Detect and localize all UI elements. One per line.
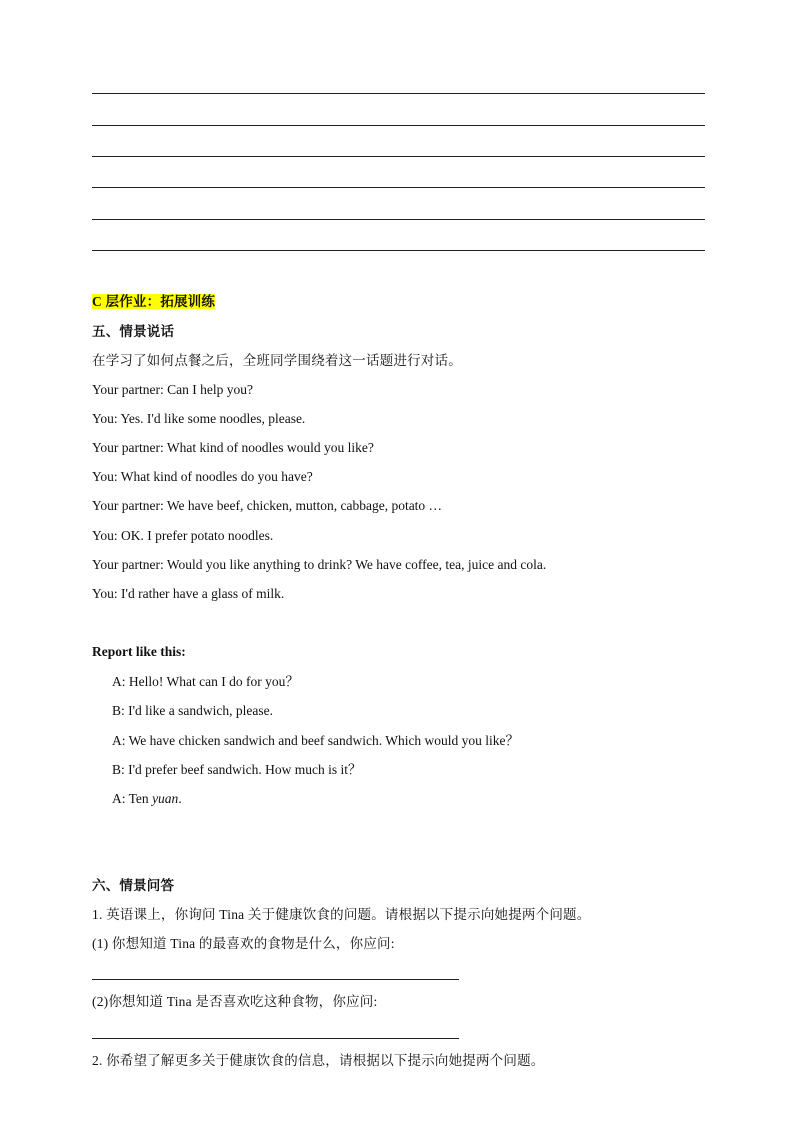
dialogue-line: You: What kind of noodles do you have? [92, 469, 313, 484]
report-line: B: I'd like a sandwich, please. [112, 703, 274, 718]
dialogue-line: Your partner: What kind of noodles would you like? [92, 440, 374, 455]
question-1: 1. 英语课上，你询问 Tina 关于健康饮食的问题。请根据以下提示向她提两个问题。 [92, 907, 591, 922]
dialogue-line: Your partner: Can I help you? [92, 382, 253, 397]
dialogue-line: Your partner: We have beef, chicken, mutton, cabbage, potato … [92, 498, 443, 513]
dialogue-line: You: Yes. I'd like some noodles, please. [92, 411, 306, 426]
section-c-heading-text: C 层作业：拓展训练 [92, 294, 216, 309]
report-line-last [112, 790, 182, 808]
answer-line-5[interactable] [92, 219, 705, 220]
section5-intro: 在学习了如何点餐之后，全班同学围绕着这一话题进行对话。 [92, 353, 462, 368]
report-last-prefix: A: Ten [112, 791, 153, 806]
report-label: Report like this: [92, 644, 186, 659]
section6-heading: 六、情景问答 [92, 878, 175, 893]
answer-line-2[interactable] [92, 125, 705, 126]
section-c-heading [92, 293, 215, 311]
answer-line-1[interactable] [92, 93, 705, 94]
dialogue-line: You: I'd rather have a glass of milk. [92, 586, 285, 601]
answer-line-4[interactable] [92, 187, 705, 188]
report-line: A: Hello! What can I do for you？ [112, 674, 299, 689]
answer-line-3[interactable] [92, 156, 705, 157]
question-1-1: (1) 你想知道 Tina 的最喜欢的食物是什么，你应问: [92, 936, 395, 951]
report-last-italic: yuan [152, 791, 179, 806]
dialogue-line: Your partner: Would you like anything to drink? We have coffee, tea, juice and cola. [92, 557, 547, 572]
question-1-2: (2)你想知道 Tina 是否喜欢吃这种食物，你应问: [92, 994, 378, 1009]
answer-line-q1-2[interactable] [92, 1038, 459, 1039]
report-line: B: I'd prefer beef sandwich. How much is it？ [112, 762, 362, 777]
question-2: 2. 你希望了解更多关于健康饮食的信息，请根据以下提示向她提两个问题。 [92, 1053, 545, 1068]
answer-line-q1-1[interactable] [92, 979, 459, 980]
answer-line-6[interactable] [92, 250, 705, 251]
dialogue-line: You: OK. I prefer potato noodles. [92, 528, 274, 543]
report-last-suffix: . [178, 791, 182, 806]
section5-heading: 五、情景说话 [92, 324, 175, 339]
report-line: A: We have chicken sandwich and beef sandwich. Which would you like？ [112, 733, 520, 748]
